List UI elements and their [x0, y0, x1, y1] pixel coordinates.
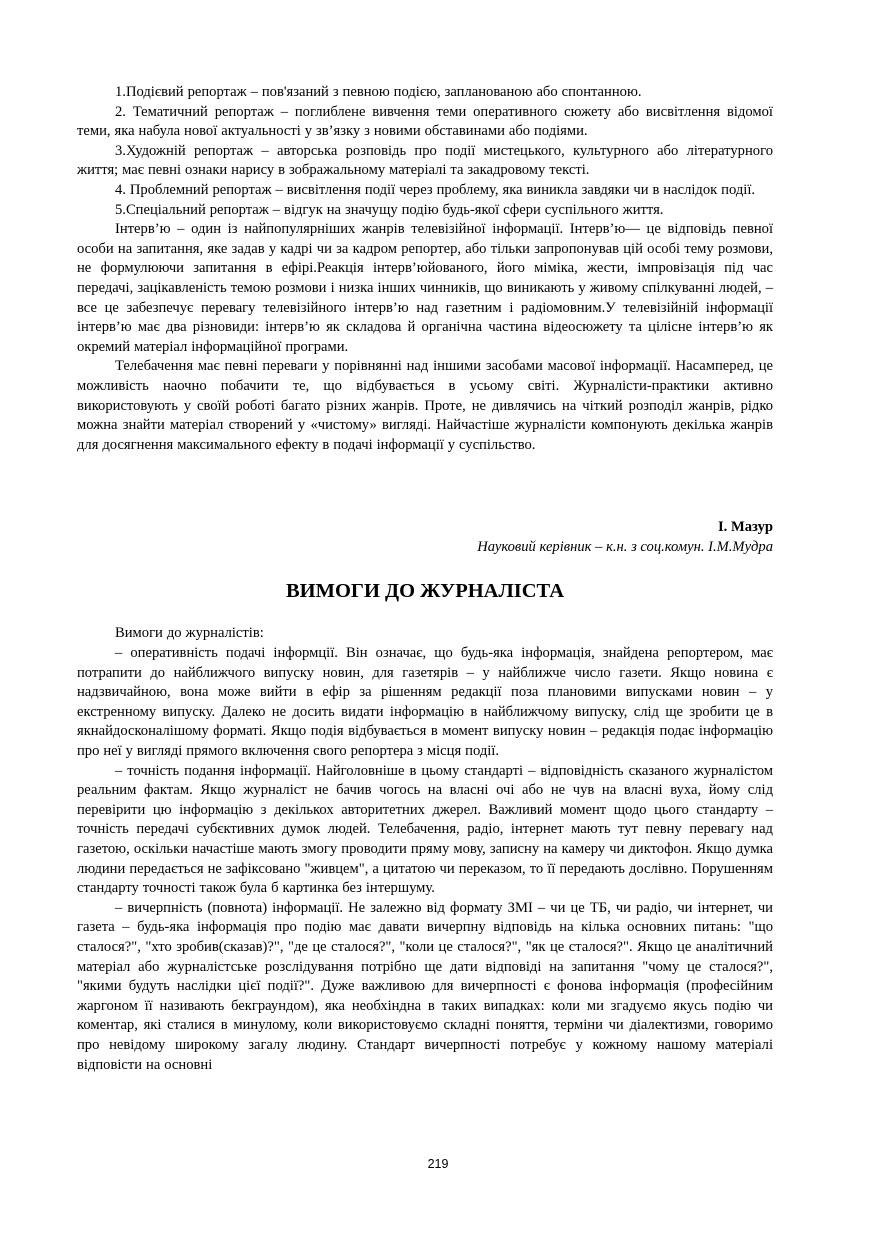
article-header [77, 518, 773, 603]
article-body [77, 624, 773, 1075]
page-number: 219 [427, 1157, 449, 1171]
article-title: ВИМОГИ ДО ЖУРНАЛІСТА [285, 580, 564, 603]
author-name: І. Мазур [717, 519, 773, 536]
page-content [77, 83, 773, 1075]
paragraph: 2. Тематичний репортаж – поглиблене вивчення теми оперативного сюжету або висвітлення відомої теми, яка набула нової актуальності у зв’язку з новими обставинами або подіями. [77, 103, 773, 140]
paragraph: 1.Подієвий репортаж – пов'язаний з певною подією, запланованою або спонтанною. [115, 84, 642, 100]
paragraph: 4. Проблемний репортаж – висвітлення події через проблему, яка виникла завдяки чи в наслідок події. [115, 181, 756, 198]
section-genres [77, 83, 773, 455]
paragraph: 5.Спеціальний репортаж – відгук на значущу подію будь-якої сфери суспільного життя. [115, 201, 664, 218]
paragraph: – точність подання інформації. Найголовніше в цьому стандарті – відповідність сказаного журналістом реальним фактам. Якщо журналіст не бачив чогось на власні очі або не чув на власні вуха, йому слід перевірити цю інформацію з декількох авторитетних джерел. Важливий момент щодо цього стандарту – точність передачі субєктивних думок людей. Телебачення, радіо, інтернет мають тут певну перевагу над газетою, оскільки начастіше мають змогу проводити пряму мову, записну на камеру чи диктофон. Якщо думка людини передається не зафіксовано "живцем", а цитатою чи переказом, то її передають дослівно. Порушенням стандарту точності також була б картинка без інтершуму. [77, 762, 773, 897]
paragraph: Інтерв’ю – один із найпопулярніших жанрів телевізійної інформації. Інтерв’ю— це відповідь певної особи на запитання, яке задав у кадрі чи за кадром репортер, або тільки запропонував цій особі тему розмови, не формулюючи запитання в ефірі.Реакція інтерв’юйованого, його міміка, жести, імпровізація під час передачі, зацікавленість темою розмови і низка інших чинників, що виникають у живому спілкуванні людей, – все це забезпечує перевагу телевізійного інтерв’ю над газетним і радіомовним.У телевізійній інформації інтерв’ю має два різновиди: інтерв’ю як складова й органічна частина відеосюжету та цілісне інтерв’ю як окремий матеріал інформаційної програми. [77, 221, 773, 355]
supervisor-line: Науковий керівник – к.н. з соц.комун. І.М.Мудра [477, 538, 773, 555]
paragraph: Телебачення має певні переваги у порівнянні над іншими засобами масової інформації. Насамперед, це можливість наочно побачити те, що відбувається в усьому світі. Журналісти-практики активно використовують у своїй роботі багато різних жанрів. Проте, не дивлячись на чіткий розподіл жанрів, рідко можна знайти матеріал створений у «чистому» вигляді. Найчастіше журналісти компонують декілька жанрів для досягнення максимального ефекту в подачі інформації у суспільство. [77, 358, 773, 453]
paragraph: 3.Художній репортаж – авторська розповідь про події мистецького, культурного або літературного життя; має певні ознаки нарису в зображальному матеріалі та закадровому тексті. [77, 142, 773, 179]
paragraph: – вичерпність (повнота) інформації. Не залежно від формату ЗМІ – чи це ТБ, чи радіо, чи інтернет, чи газета – будь-яка інформація про подію має давати вичерпну відповідь на кілька основних питань: "що сталося?", "хто зробив(сказав)?", "де це сталося?", "коли це сталося?", "як це сталося?". Якщо це аналітичний матеріал або журналістське розслідування потрібно ще дати відповіді на запитання "чому це сталося?", "якими будуть наслідки цієї події?". Дуже важливою для вичерпності є фонова інформація (професійним жаргоном її називають бекграундом), яка необхіндна в таких випадках: коли ми згадуємо якусь подію чи коментар, які сталися в минулому, коли використовуємо складні поняття, терміни чи діалектизми, говоримо про невідому широкому загалу людину. Стандарт вичерпності потребує у кожному нашому матеріалі відповісти на основні [77, 899, 773, 1073]
section-spacer [77, 455, 773, 518]
paragraph: Вимоги до журналістів: [115, 625, 264, 642]
paragraph: – оперативність подачі інформції. Він означає, що будь-яка інформація, знайдена репортером, має потрапити до найближчого випуску новин, для газетярів – у найближче число газети. Якщо новина є надзвичайною, вона може вийти в ефір за рішенням редакції поза плановими випусками новин – у екстренному випуску. Далеко не досить видати інформацію в найближчому випуску, слід ще зробити це в якнайдосконалішому форматі. Якщо подія відбувається в момент випуску новин – редакція подає інформацію про неї у вигляді прямого включення свого репортера з місця події. [77, 645, 773, 760]
